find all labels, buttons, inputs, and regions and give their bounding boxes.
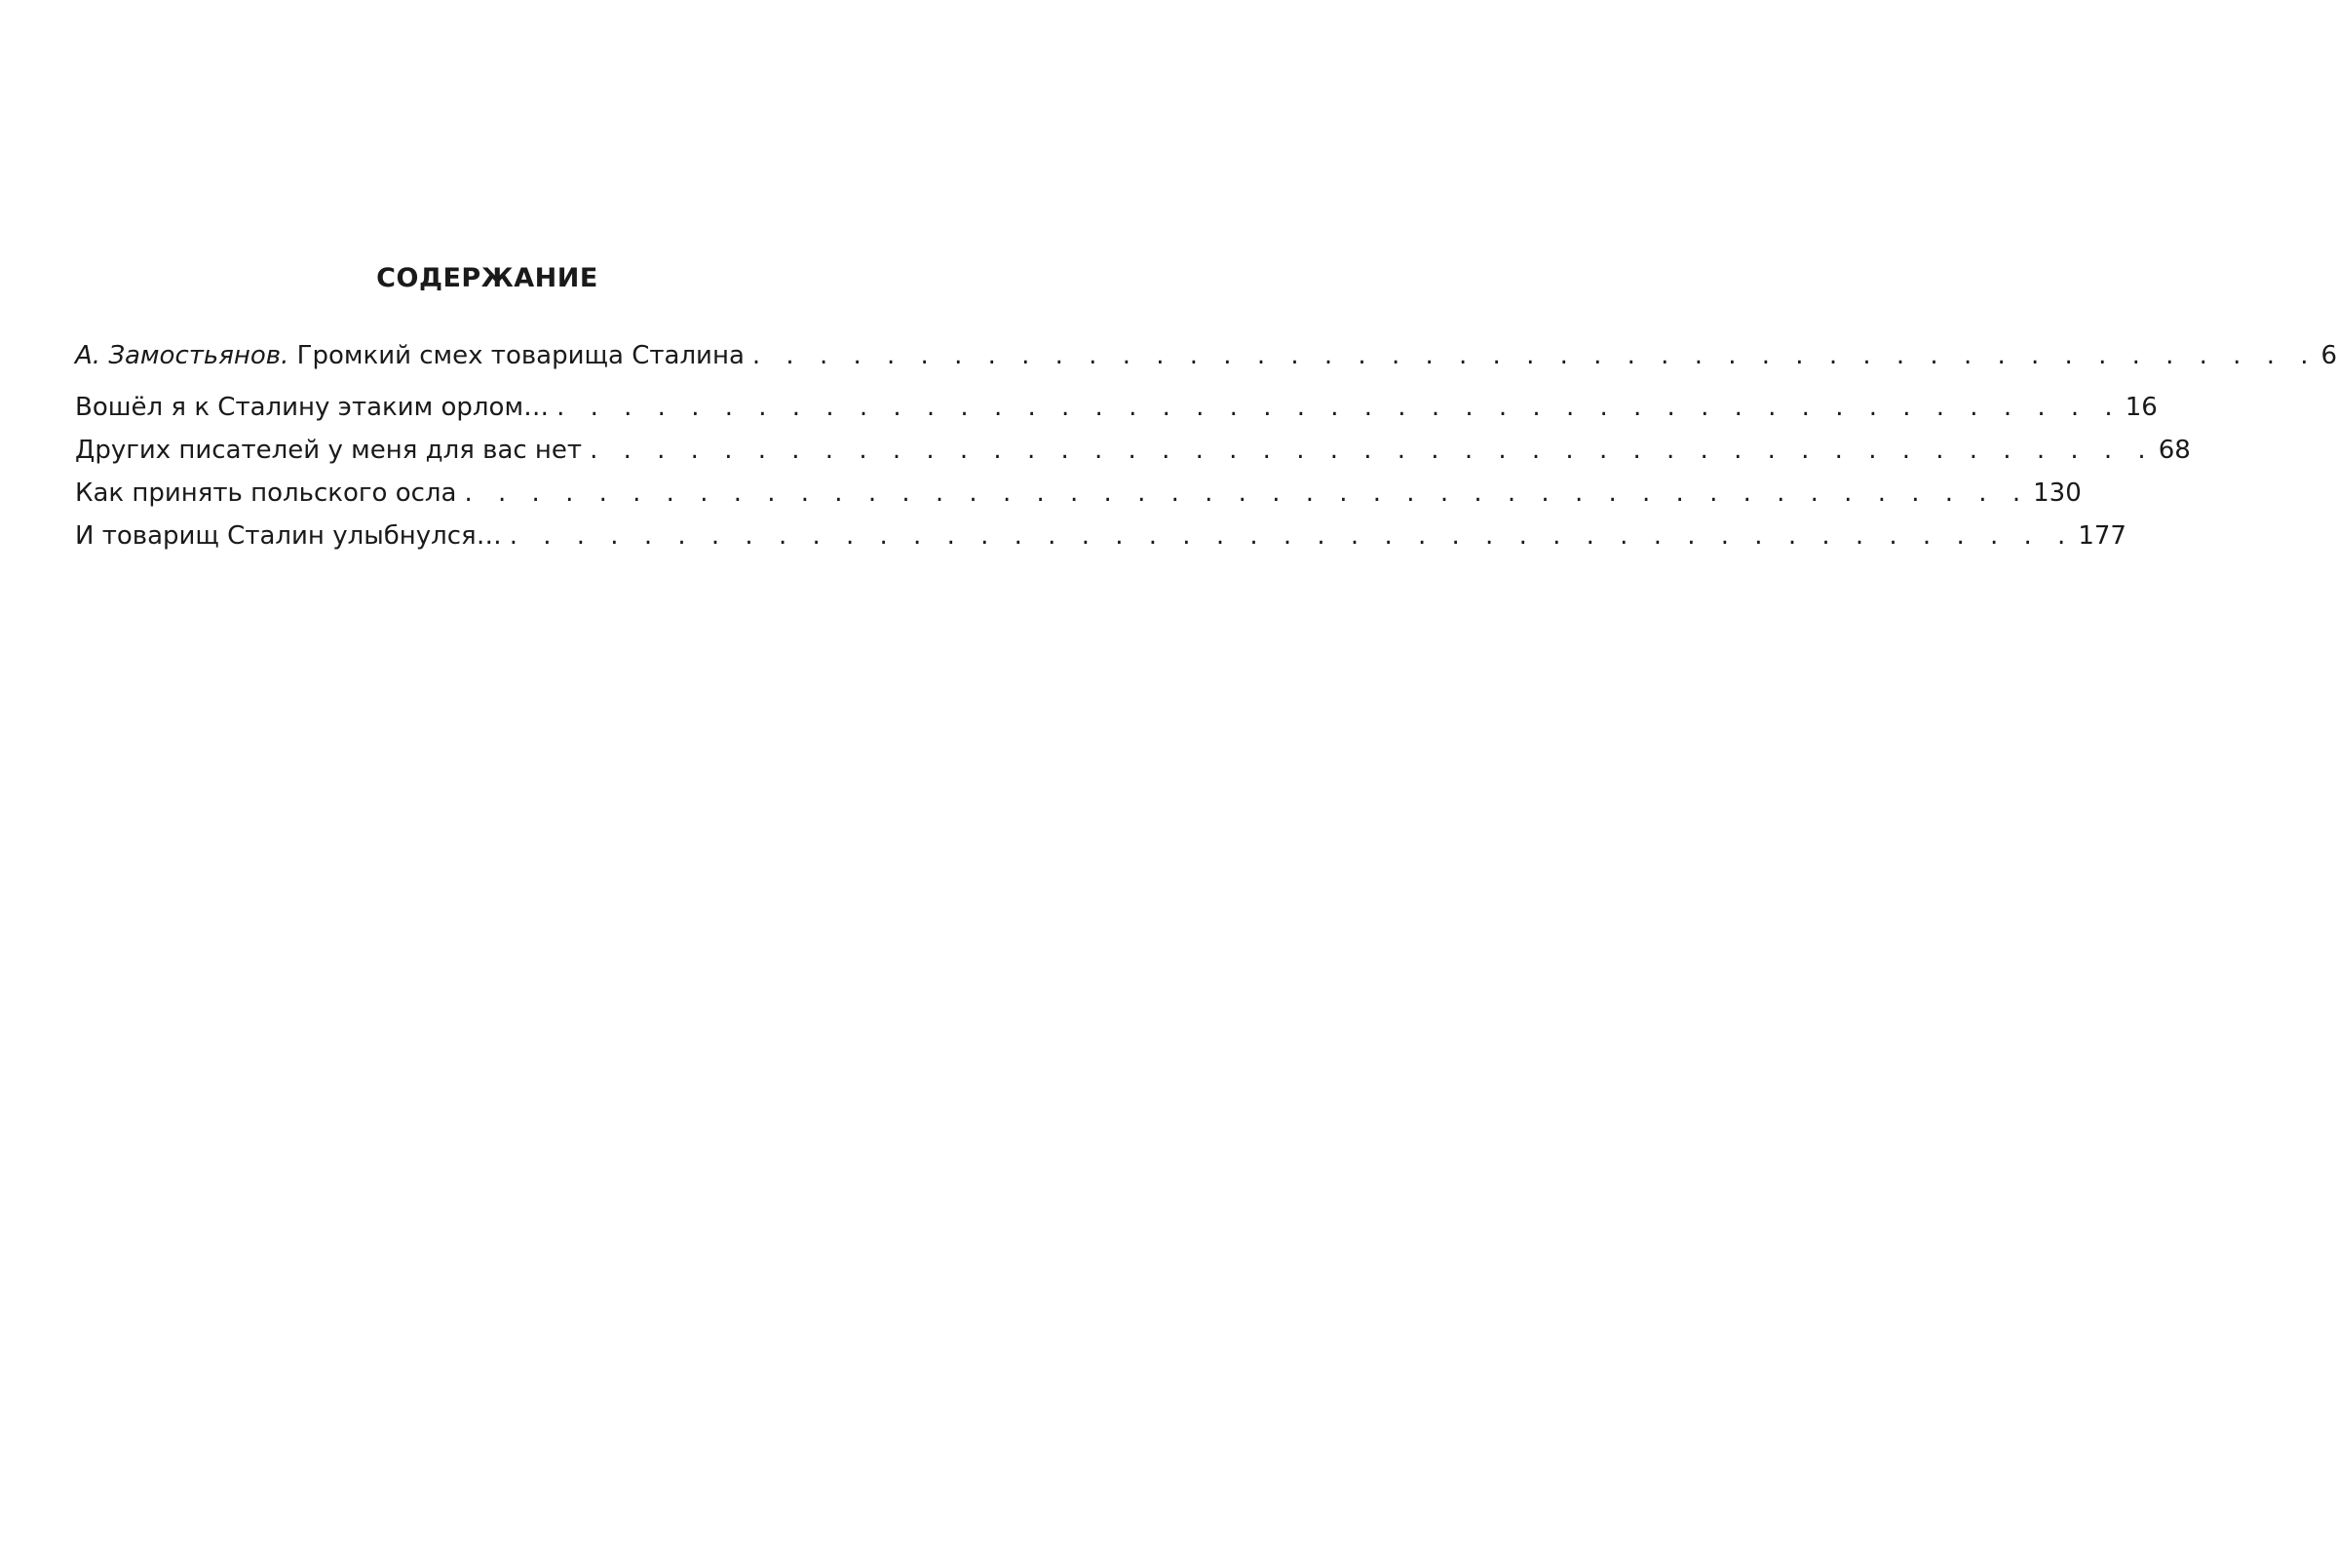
dot-leader: . . . . . . . . . . . . . . . . . . . . . . . . . . . . . . . . . . . . . . . . . . . . . . . xyxy=(509,521,2075,551)
table-of-contents xyxy=(75,341,2337,564)
dot-leader: . . . . . . . . . . . . . . . . . . . . . . . . . . . . . . . . . . . . . . . . . . . . . . . xyxy=(464,478,2030,508)
toc-entry-text: Громкий смех товарища Сталина xyxy=(288,341,745,370)
toc-entry xyxy=(75,478,2082,521)
toc-entry-author: А. Замостьянов. xyxy=(75,341,289,370)
toc-page-number: 130 xyxy=(2033,478,2082,508)
toc-page-number: 68 xyxy=(2158,436,2191,465)
dot-leader: . . . . . . . . . . . . . . . . . . . . . . . . . . . . . . . . . . . . . . . . . . . . . . . xyxy=(556,393,2122,422)
dot-leader: . . . . . . . . . . . . . . . . . . . . . . . . . . . . . . . . . . . . . . . . . . . . . . . xyxy=(590,436,2155,465)
toc-entry-title xyxy=(75,341,745,370)
page-title: СОДЕРЖАНИЕ xyxy=(376,263,598,293)
toc-entry-text: Как принять польского осла xyxy=(75,478,457,508)
toc-entry xyxy=(75,521,2126,564)
toc-page-number: 6 xyxy=(2320,341,2337,370)
toc-entry xyxy=(75,436,2191,478)
toc-page-number: 16 xyxy=(2125,393,2158,422)
dot-leader: . . . . . . . . . . . . . . . . . . . . . . . . . . . . . . . . . . . . . . . . . . . . . . . xyxy=(751,341,2318,370)
toc-entry-text: Других писателей у меня для вас нет xyxy=(75,436,583,465)
toc-entry xyxy=(75,393,2158,436)
toc-page-number: 177 xyxy=(2078,521,2126,551)
toc-entry-text: Вошёл я к Сталину этаким орлом… xyxy=(75,393,550,422)
toc-entry-text: И товарищ Сталин улыбнулся… xyxy=(75,521,502,551)
toc-entry xyxy=(75,341,2337,393)
